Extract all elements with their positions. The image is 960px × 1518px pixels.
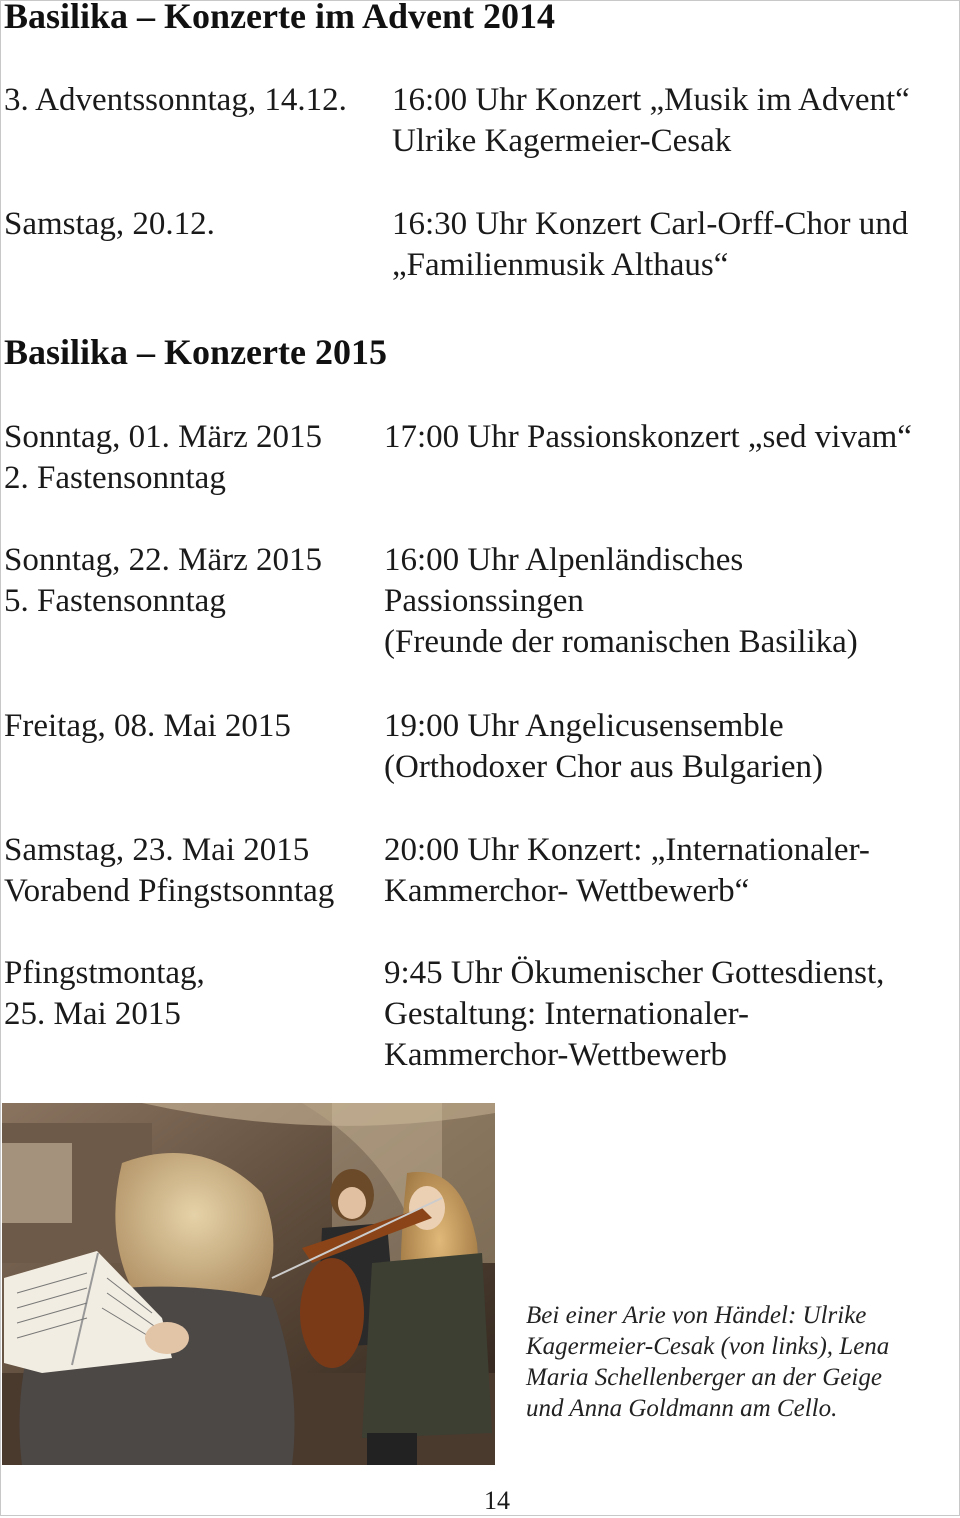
heading-advent-2014: Basilika – Konzerte im Advent 2014 [4, 0, 555, 36]
entry-event: „Familienmusik Althaus“ [392, 247, 729, 283]
entry-date: 2. Fastensonntag [4, 460, 226, 496]
caption-line: und Anna Goldmann am Cello. [526, 1395, 838, 1422]
entry-event: 16:00 Uhr Konzert „Musik im Advent“ [392, 82, 910, 118]
entry-date: Samstag, 20.12. [4, 206, 215, 242]
entry-event: (Orthodoxer Chor aus Bulgarien) [384, 749, 823, 785]
page-number: 14 [484, 1486, 510, 1515]
entry-event: Passionssingen [384, 583, 584, 619]
entry-event: (Freunde der romanischen Basilika) [384, 624, 858, 660]
entry-date: 3. Adventssonntag, 14.12. [4, 82, 347, 118]
entry-event: 19:00 Uhr Angelicusensemble [384, 708, 784, 744]
concert-photo [2, 1103, 495, 1465]
entry-event: 17:00 Uhr Passionskonzert „sed vivam“ [384, 419, 912, 455]
heading-konzerte-2015: Basilika – Konzerte 2015 [4, 332, 387, 372]
entry-date: Vorabend Pfingstsonntag [4, 873, 335, 909]
entry-event: 20:00 Uhr Konzert: „Internationaler- [384, 832, 870, 868]
entry-event: Kammerchor- Wettbewerb“ [384, 873, 750, 909]
entry-date: Pfingstmontag, [4, 955, 205, 991]
entry-date: 25. Mai 2015 [4, 996, 181, 1032]
entry-date: Freitag, 08. Mai 2015 [4, 708, 291, 744]
photo-caption [526, 1300, 946, 1424]
entry-date: 5. Fastensonntag [4, 583, 226, 619]
entry-date: Sonntag, 22. März 2015 [4, 542, 323, 578]
entry-event: 9:45 Uhr Ökumenischer Gottesdienst, [384, 955, 885, 991]
entry-date: Sonntag, 01. März 2015 [4, 419, 323, 455]
concert-photo-icon [2, 1103, 495, 1465]
entry-event: 16:00 Uhr Alpenländisches [384, 542, 744, 578]
entry-event: 16:30 Uhr Konzert Carl-Orff-Chor und [392, 206, 909, 242]
caption-line: Kagermeier-Cesak (von links), Lena [526, 1333, 890, 1360]
entry-event: Kammerchor-Wettbewerb [384, 1037, 728, 1073]
caption-line: Maria Schellenberger an der Geige [526, 1364, 882, 1391]
caption-line: Bei einer Arie von Händel: Ulrike [526, 1302, 867, 1329]
entry-event: Gestaltung: Internationaler- [384, 996, 749, 1032]
entry-date: Samstag, 23. Mai 2015 [4, 832, 310, 868]
entry-event: Ulrike Kagermeier-Cesak [392, 123, 732, 159]
